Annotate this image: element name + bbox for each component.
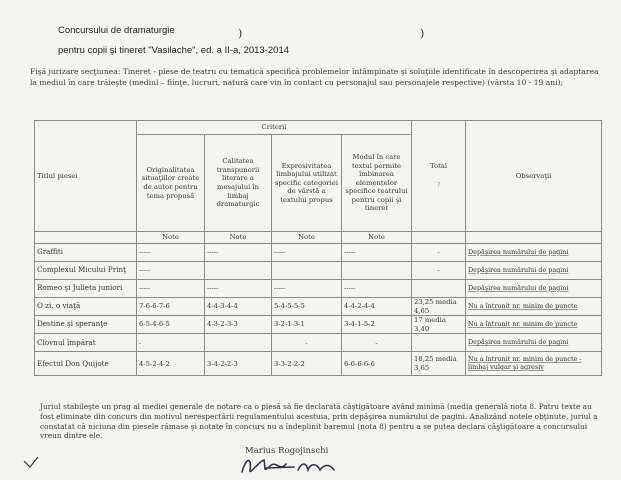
observation-cell: Nu a întrunit nr. minim de puncte: [466, 298, 602, 316]
observation-cell: Nu a întrunit nr. minim de puncte: [466, 316, 602, 334]
criterion-originality: Originalitatea situaţiilor create de autor pentru tema propusă: [137, 135, 205, 232]
score-cell: -----: [342, 280, 412, 298]
note-spacer: [466, 232, 602, 244]
total-cell: [412, 280, 466, 298]
play-title: Romeo şi Julieta juniori: [35, 280, 137, 298]
total-cell: -: [412, 244, 466, 262]
total-label: Total: [430, 162, 448, 171]
contest-title-line1: Concursului de dramaturgie: [58, 25, 175, 36]
score-cell: 4-3-2-3-3: [205, 316, 272, 334]
table-row: [35, 298, 602, 316]
criterion-expressiveness: Expresivitatea limbajului utilizat specific categoriei de vârstă a textului propus: [272, 135, 342, 232]
note-spacer: [35, 232, 137, 244]
jury-conclusion: Juriul stabileşte un prag al mediei generale de notare ca o piesă să fie declarată câştigătoare având minimă (media generală nota 8. Patru texte au fost eliminate din concurs din motivul nerespectării regulamentului acestuia, prin depăşirea numărului de pagini. Analizând notele obţinute, juriul a constatat că niciuna din piesele rămase şi notate în concurs nu a îndeplinit baremul (nota 8) pentru a se putea declara câştigătoare a concursului vreun dintre ele.: [40, 402, 598, 441]
score-cell: 3-3-2-2-2: [272, 352, 342, 376]
score-cell: 3-4-1-5-2: [342, 316, 412, 334]
score-cell: -----: [342, 244, 412, 262]
note-label: Note: [205, 232, 272, 244]
score-cell: -----: [205, 244, 272, 262]
total-cell: [412, 334, 466, 352]
criteria-header: Criterii: [137, 121, 412, 135]
table-row: [35, 352, 602, 376]
note-label: Note: [342, 232, 412, 244]
total-column-header: [412, 121, 466, 232]
total-cell: 17 media 3,40: [412, 316, 466, 334]
play-title: O zi, o viaţă: [35, 298, 137, 316]
observation-cell: Depăşirea numărului de pagini: [466, 262, 602, 280]
observation-cell: Depăşirea numărului de pagini: [466, 280, 602, 298]
criterion-theatre-elements: Modul în care textul permite îmbinarea elementelor specifice teatrului pentru copii şi tineret: [342, 135, 412, 232]
contest-title-line2: pentru copii şi tineret "Vasilache", ed. a II-a, 2013-2014: [58, 45, 290, 56]
score-cell: 3-2-1-3-1: [272, 316, 342, 334]
signatory-name: Marius Rogojinschi: [245, 446, 329, 456]
score-cell: -: [137, 334, 205, 352]
table-row: [35, 316, 602, 334]
score-cell: 4-4-3-4-4: [205, 298, 272, 316]
score-cell: -----: [137, 262, 205, 280]
total-cell: 23,25 media 4,65: [412, 298, 466, 316]
title-column-header: Titlul piesei: [35, 121, 137, 232]
table-row: [35, 262, 602, 280]
observation-cell: Depăşirea numărului de pagini: [466, 244, 602, 262]
table-row: [35, 334, 602, 352]
score-cell: [272, 262, 342, 280]
score-cell: -: [272, 334, 342, 352]
score-cell: 4-4-2-4-4: [342, 298, 412, 316]
score-cell: -: [342, 334, 412, 352]
play-title: Complexul Micului Prinţ: [35, 262, 137, 280]
score-cell: 6-5-4-6-5: [137, 316, 205, 334]
score-cell: [205, 262, 272, 280]
pen-tick-mark-icon: [22, 455, 40, 469]
score-cell: [205, 334, 272, 352]
score-cell: -----: [137, 244, 205, 262]
observations-column-header: Observaţii: [466, 121, 602, 232]
observation-cell: Nu a întrunit nr. minim de puncte - limbaj vulgar şi agresiv: [466, 352, 602, 376]
score-cell: 6-6-6-6-6: [342, 352, 412, 376]
note-spacer: [412, 232, 466, 244]
score-cell: 3-4-2-2-3: [205, 352, 272, 376]
evaluation-table: [34, 120, 602, 376]
handwritten-signature: [236, 452, 366, 478]
margin-mark: ): [238, 27, 243, 40]
total-cell: -: [412, 262, 466, 280]
score-cell: 7-6-6-7-6: [137, 298, 205, 316]
total-mark: ?: [436, 181, 441, 189]
score-cell: -----: [205, 280, 272, 298]
margin-mark: ): [420, 27, 425, 40]
table-row: [35, 280, 602, 298]
score-cell: -----: [137, 280, 205, 298]
score-cell: -----: [272, 244, 342, 262]
observation-cell: Depăşirea numărului de pagini: [466, 334, 602, 352]
note-label: Note: [272, 232, 342, 244]
table-row: [35, 244, 602, 262]
play-title: Graffiti: [35, 244, 137, 262]
criterion-literary-quality: Calitatea transpunerii literare a mesajului în limbaj dramaturgic: [205, 135, 272, 232]
note-label: Note: [137, 232, 205, 244]
score-cell: 5-4-5-5-5: [272, 298, 342, 316]
play-title: Clovnul împărat: [35, 334, 137, 352]
play-title: Destine şi speranţe: [35, 316, 137, 334]
section-description: Fişă jurizare secţiunea: Tineret - piese de teatru cu tematică specifică problemelor întâmpinate şi soluţiile identificate în descoperirea şi adaptarea la mediul în care trăieşte (mediul – fiinţe, lucruri, natură care vin în contact cu personajul sau personajele respective) (vârsta 10 - 19 ani);: [30, 67, 599, 87]
play-title: Efectul Don Quijote: [35, 352, 137, 376]
total-cell: 18,25 media 3,65: [412, 352, 466, 376]
score-cell: 4-5-2-4-2: [137, 352, 205, 376]
score-cell: [342, 262, 412, 280]
score-cell: -----: [272, 280, 342, 298]
